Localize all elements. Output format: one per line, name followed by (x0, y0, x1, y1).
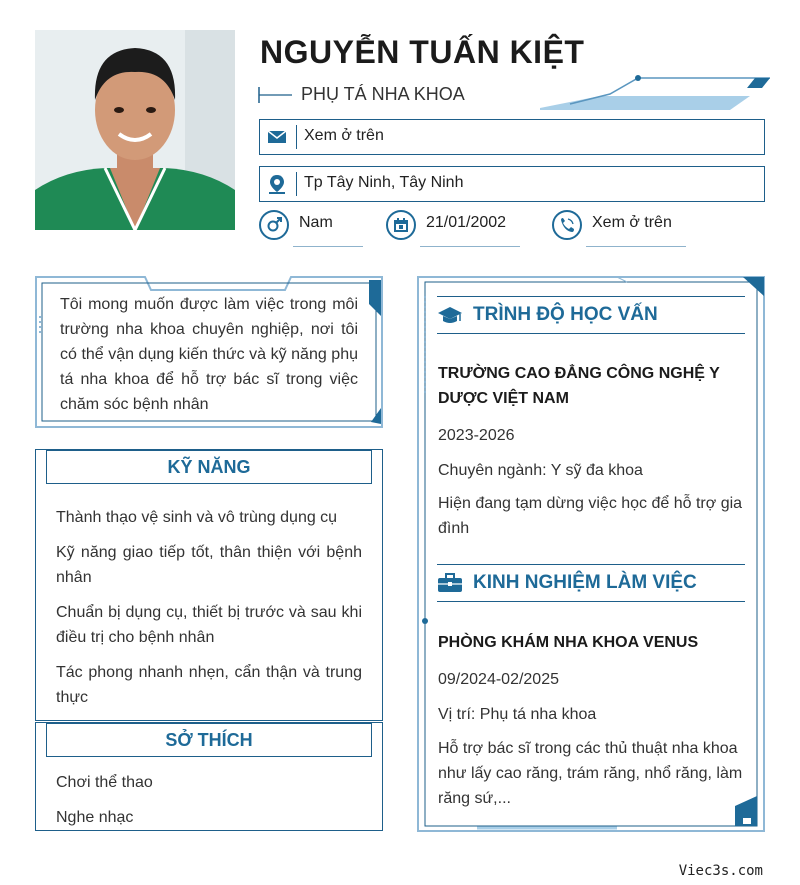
education-title: TRÌNH ĐỘ HỌC VẤN (473, 304, 658, 325)
hobbies-list (56, 770, 362, 840)
skills-panel (35, 449, 383, 721)
experience-position: Vị trí: Phụ tá nha khoa (438, 706, 597, 723)
experience-description: Hỗ trợ bác sĩ trong các thủ thuật nha khoa như lấy cao răng, trám răng, nhổ răng, làm răng sứ,... (438, 740, 743, 807)
briefcase-icon (437, 572, 463, 594)
header-circuit-decoration (540, 74, 770, 114)
graduation-cap-icon (437, 304, 463, 326)
right-column (417, 276, 765, 832)
calendar-icon-circle (386, 210, 416, 240)
underline (420, 246, 520, 247)
education-note: Hiện đang tạm dừng việc học để hỗ trợ gia đình (438, 495, 743, 537)
career-objective-box (35, 276, 383, 428)
calendar-icon (392, 216, 410, 234)
education-title-bar (437, 296, 745, 334)
skill-item: Kỹ năng giao tiếp tốt, thân thiện với bệnh nhân (56, 544, 362, 586)
underline (586, 246, 686, 247)
divider (296, 125, 297, 149)
person-portrait (35, 30, 235, 230)
gender-icon (265, 216, 283, 234)
location-icon (266, 173, 288, 195)
underline (293, 246, 363, 247)
experience-period: 09/2024-02/2025 (438, 671, 559, 688)
email-value: Xem ở trên (304, 127, 384, 144)
address-value: Tp Tây Ninh, Tây Ninh (304, 174, 464, 191)
footer-watermark: Viec3s.com (678, 863, 763, 879)
avatar-photo (35, 30, 235, 230)
school-name: TRƯỜNG CAO ĐẲNG CÔNG NGHỆ Y DƯỢC VIỆT NAM (438, 365, 720, 407)
email-icon (266, 126, 288, 148)
phone-icon (558, 216, 576, 234)
address-row (259, 166, 765, 202)
skill-item: Chuẩn bị dụng cụ, thiết bị trước và sau khi điều trị cho bệnh nhân (56, 604, 362, 646)
experience-title: KINH NGHIỆM LÀM VIỆC (473, 572, 697, 593)
skills-title: KỸ NĂNG (46, 450, 372, 484)
hobbies-panel (35, 722, 383, 831)
skill-item: Tác phong nhanh nhẹn, cẩn thận và trung thực (56, 664, 362, 706)
gender-icon-circle (259, 210, 289, 240)
gender-value: Nam (299, 214, 333, 231)
full-name: NGUYỄN TUẤN KIỆT (260, 34, 585, 70)
email-row (259, 119, 765, 155)
skill-item: Thành thạo vệ sinh và vô trùng dụng cụ (56, 509, 338, 526)
divider (296, 172, 297, 196)
experience-title-bar (437, 564, 745, 602)
objective-text: Tôi mong muốn được làm việc trong môi trường nha khoa chuyên nghiệp, nơi tôi có thể vận dụng kiến thức và kỹ năng phụ tá nha khoa để hỗ trợ bác sĩ trong việc chăm sóc bệnh nhân (60, 296, 358, 413)
birthday-value: 21/01/2002 (426, 214, 507, 231)
skills-list (56, 505, 362, 720)
job-title: PHỤ TÁ NHA KHOA (301, 84, 465, 104)
title-line-decoration (258, 86, 298, 104)
hobbies-title: SỞ THÍCH (46, 723, 372, 757)
phone-value: Xem ở trên (592, 214, 672, 231)
education-major: Chuyên ngành: Y sỹ đa khoa (438, 462, 643, 479)
phone-icon-circle (552, 210, 582, 240)
company-name: PHÒNG KHÁM NHA KHOA VENUS (438, 634, 699, 651)
hobby-item: Chơi thể thao (56, 774, 153, 791)
hobby-item: Nghe nhạc (56, 809, 134, 826)
education-period: 2023-2026 (438, 427, 515, 444)
